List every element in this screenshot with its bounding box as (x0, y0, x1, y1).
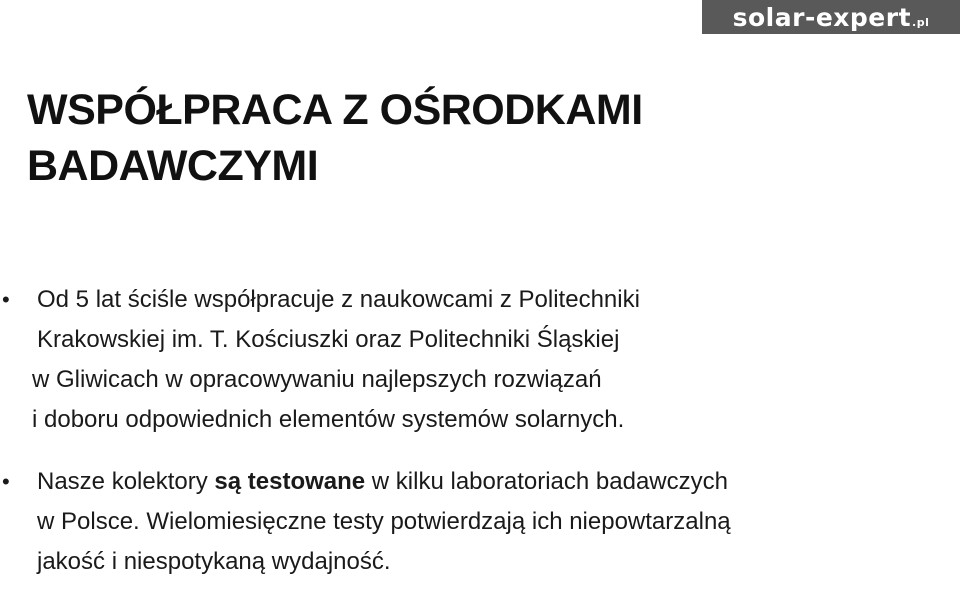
logo-text (732, 2, 930, 32)
bullet-2-line-1 (37, 462, 937, 502)
bullet-1-line-1: Od 5 lat ściśle współpracuje z naukowcami z Politechniki (37, 286, 640, 313)
bullet-2-line-3: jakość i niespotykaną wydajność. (37, 548, 391, 575)
title-line-1: WSPÓŁPRACA Z OŚRODKAMI (27, 86, 643, 134)
bullet-list (0, 280, 960, 582)
page-title (27, 82, 643, 194)
bullet-2-line-2: w Polsce. Wielomiesięczne testy potwierdzają ich niepowtarzalną (37, 508, 731, 535)
bullet-1-line-4: i doboru odpowiednich elementów systemów solarnych. (32, 406, 625, 433)
title-line-2: BADAWCZYMI (27, 142, 319, 190)
logo-name: solar-expert (732, 2, 912, 32)
bullet-1-line-2: Krakowskiej im. T. Kościuszki oraz Politechniki Śląskiej (37, 326, 620, 353)
bullet-1-line-3: w Gliwicach w opracowywaniu najlepszych rozwiązań (32, 366, 602, 393)
bullet-collector-testing (0, 462, 937, 582)
solar-expert-logo (702, 0, 960, 34)
bullet-2-text-after: w kilku laboratoriach badawczych (365, 468, 728, 495)
bullet-research-cooperation (0, 280, 937, 440)
bullet-2-bold-text: są testowane (214, 468, 366, 495)
bullet-2-text-before: Nasze kolektory (37, 468, 215, 495)
logo-tld: .pl (912, 15, 930, 29)
bullet-dot-icon: • (2, 469, 10, 494)
bullet-dot-icon: • (2, 287, 10, 312)
